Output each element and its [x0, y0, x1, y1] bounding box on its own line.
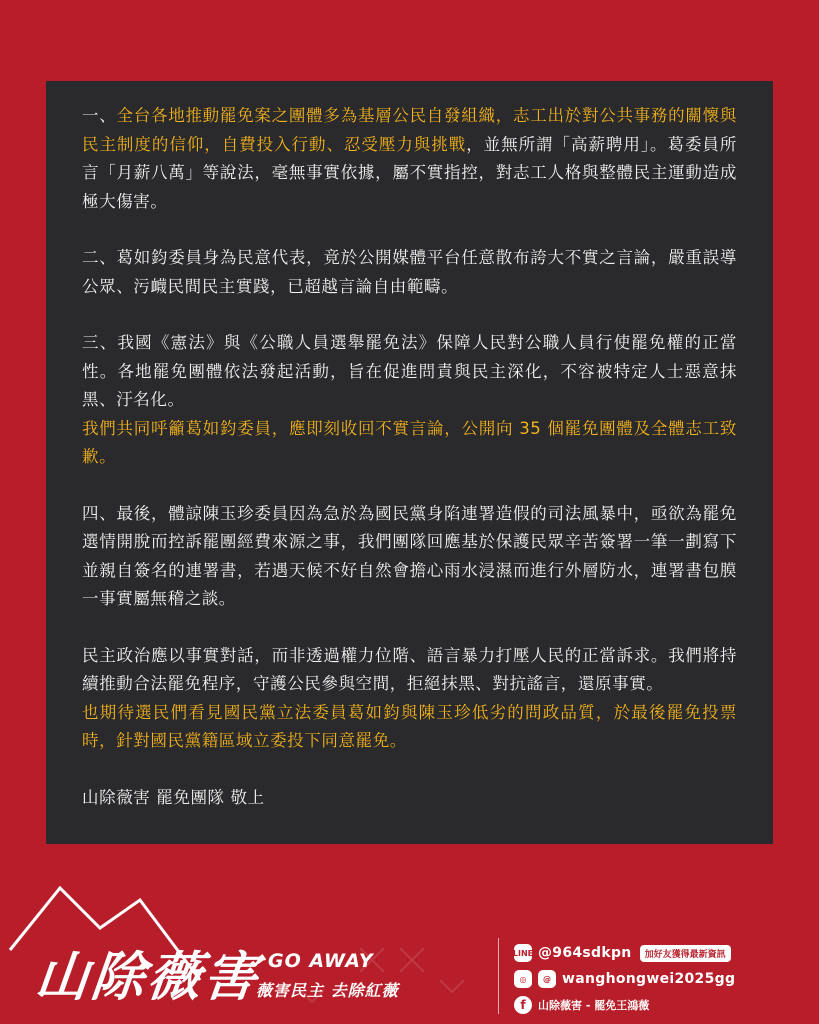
signoff: 山除薇害 罷免團隊 敬上 — [82, 787, 265, 807]
paragraph-text: 民主政治應以事實對話，而非透過權力位階、語言暴力打壓人民的正當訴求。我們將持續推動合法罷免程序，守護公民參與空間，拒絕抹黑、對抗謠言，還原事實。 — [82, 645, 737, 693]
line-row[interactable] — [514, 940, 735, 966]
facebook-icon: f — [514, 996, 532, 1014]
social-links — [514, 940, 735, 1018]
line-icon: LINE — [514, 944, 532, 962]
paragraph-text: 二、葛如鈞委員身為民意代表，竟於公開媒體平台任意散布誇大不實之言論，嚴重誤導公眾、污衊民間民主實踐，已超越言論自由範疇。 — [82, 248, 737, 296]
facebook-row[interactable] — [514, 992, 735, 1018]
paragraph-text: 一、 — [82, 106, 117, 125]
slogan: 薇害民主 去除紅薇 — [256, 981, 399, 1000]
statement-paragraph — [82, 642, 737, 756]
instagram-icon: ◎ — [514, 970, 532, 988]
highlighted-text: 也期待選民們看見國民黨立法委員葛如鈞與陳玉珍低劣的問政品質，於最後罷免投票時，針對國民黨籍區域立委投下同意罷免。 — [82, 702, 737, 750]
divider — [498, 938, 499, 1014]
add-friend-badge: 加好友獲得最新資訊 — [640, 945, 731, 962]
facebook-page-name[interactable]: 山除薇害 - 罷免王鴻薇 — [538, 999, 650, 1012]
highlighted-text: 我們共同呼籲葛如鈞委員，應即刻收回不實言論，公開向 35 個罷免團體及全體志工致歉。 — [82, 418, 737, 466]
threads-handle[interactable]: wanghongwei2025gg — [562, 971, 736, 987]
statement-paragraph — [82, 329, 737, 472]
statement-body — [82, 102, 737, 756]
statement-paragraph — [82, 500, 737, 614]
statement-paragraph — [82, 244, 737, 301]
paragraph-text: ，並無所謂「高薪聘用」。葛委員所言「月薪八萬」等說法，毫無事實依據，屬不實指控，對志工人格與整體民主運動造成極大傷害。 — [82, 134, 738, 211]
brand-logo: 山除薇害 — [32, 947, 263, 1008]
paragraph-text: 四、最後，體諒陳玉珍委員因為急於為國民黨身陷連署造假的司法風暴中，亟欲為罷免選情開脫而控訴罷團經費來源之事，我們團隊回應基於保護民眾辛苦簽署一筆一劃寫下並親自簽名的連署書，若遇天候不好自然會擔心雨水浸濕而進行外層防水，連署書包膜一事實屬無稽之談。 — [82, 503, 737, 608]
threads-row[interactable] — [514, 966, 735, 992]
paragraph-text: 三、我國《憲法》與《公職人員選舉罷免法》保障人民對公職人員行使罷免權的正當性。各地罷免團體依法發起活動，旨在促進問責與民主深化，不容被特定人士惡意抹黑、汙名化。 — [82, 333, 737, 409]
threads-icon: @ — [538, 970, 556, 988]
statement-card — [46, 81, 773, 844]
highlighted-text: 全台各地推動罷免案之團體多為基層公民自發組織，志工出於對公共事務的關懷與民主制度的信仰，自費投入行動、忍受壓力與挑戰 — [82, 106, 737, 154]
go-away-text: GO AWAY — [268, 950, 374, 972]
line-handle[interactable]: @964sdkpn — [538, 945, 632, 961]
statement-paragraph — [82, 102, 737, 216]
